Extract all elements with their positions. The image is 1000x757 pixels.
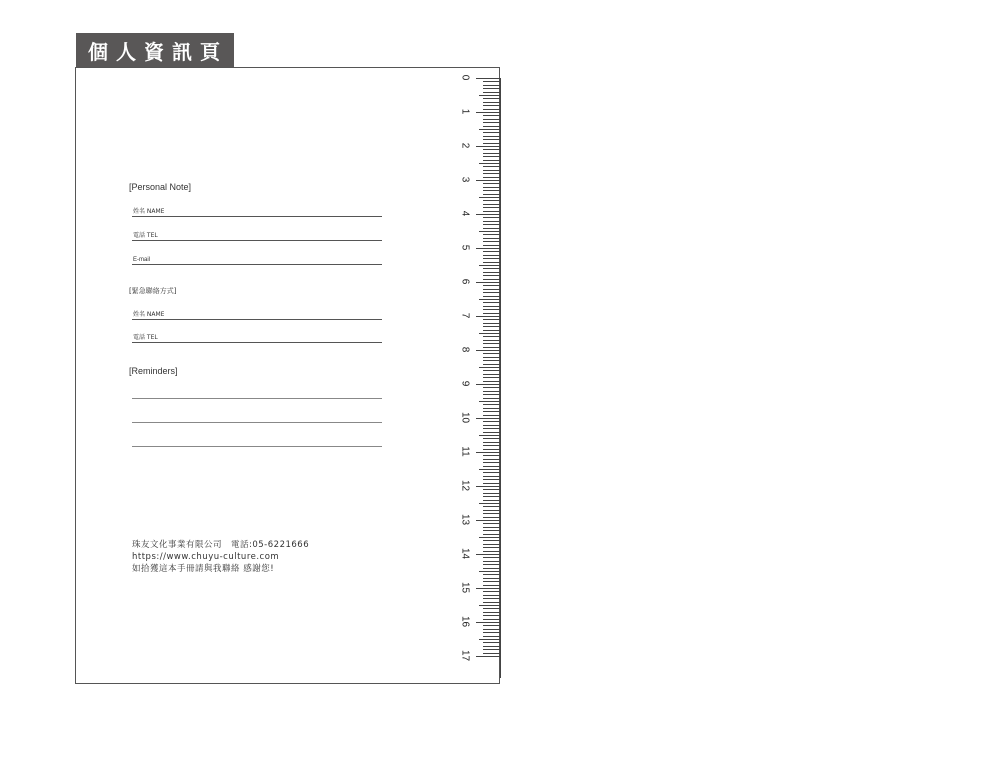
ruler-tick [483, 585, 500, 586]
ruler-tick [483, 513, 500, 514]
personal-note-heading: [Personal Note] [129, 182, 192, 192]
ruler-label: 1 [459, 108, 471, 115]
ruler-tick [476, 78, 500, 79]
reminder-line[interactable] [132, 445, 382, 447]
ruler-tick [483, 143, 500, 144]
ruler-label: 16 [459, 615, 471, 628]
ruler-tick [483, 432, 500, 433]
ruler-tick [483, 598, 500, 599]
ruler-tick [483, 387, 500, 388]
ruler-tick [483, 122, 500, 123]
ruler-tick [476, 384, 500, 385]
ruler-tick [479, 537, 500, 538]
ruler-tick [483, 221, 500, 222]
ruler-tick [483, 377, 500, 378]
ruler-tick [483, 466, 500, 467]
emergency-tel-field[interactable] [132, 332, 382, 343]
ruler-tick [483, 234, 500, 235]
ruler-tick [476, 520, 500, 521]
ruler-tick [483, 561, 500, 562]
email-field-label: E-mail [133, 257, 151, 263]
ruler-tick [476, 350, 500, 351]
ruler-tick [479, 605, 500, 606]
ruler-tick [483, 489, 500, 490]
ruler-tick [483, 207, 500, 208]
name-field[interactable] [132, 206, 382, 217]
ruler-tick [483, 493, 500, 494]
ruler-tick [476, 486, 500, 487]
lost-notice: 如拾獲這本手冊請與我聯絡 感謝您! [132, 564, 275, 574]
ruler-tick [479, 469, 500, 470]
ruler-tick [483, 574, 500, 575]
ruler-tick [483, 619, 500, 620]
ruler-label: 9 [459, 380, 471, 387]
ruler-tick [483, 646, 500, 647]
ruler-tick [483, 139, 500, 140]
ruler-tick [483, 119, 500, 120]
ruler-label: 2 [459, 142, 471, 149]
ruler-tick [483, 370, 500, 371]
ruler-label: 6 [459, 278, 471, 285]
reminder-line[interactable] [132, 397, 382, 399]
ruler-tick [479, 231, 500, 232]
tel-field-label: 電話 TEL [133, 232, 158, 239]
ruler-tick [479, 401, 500, 402]
ruler-tick [483, 472, 500, 473]
ruler-label: 8 [459, 346, 471, 353]
ruler-tick [483, 568, 500, 569]
ruler-tick [479, 639, 500, 640]
ruler-tick [483, 523, 500, 524]
ruler-tick [483, 500, 500, 501]
ruler-tick [483, 98, 500, 99]
ruler-tick [483, 319, 500, 320]
ruler-tick [483, 557, 500, 558]
ruler-tick [483, 109, 500, 110]
ruler-tick [483, 268, 500, 269]
email-field[interactable] [132, 254, 382, 265]
ruler-tick [479, 265, 500, 266]
ruler-tick [483, 445, 500, 446]
ruler-tick [483, 534, 500, 535]
ruler-tick [479, 197, 500, 198]
website-url: https://www.chuyu-culture.com [132, 552, 280, 562]
ruler-tick [483, 415, 500, 416]
ruler-tick [483, 564, 500, 565]
ruler-tick [483, 126, 500, 127]
ruler-tick [483, 510, 500, 511]
reminders-heading: [Reminders] [129, 366, 178, 376]
ruler-tick [483, 649, 500, 650]
ruler-tick [483, 629, 500, 630]
ruler-tick [483, 591, 500, 592]
ruler-tick [483, 551, 500, 552]
ruler-tick [483, 255, 500, 256]
ruler-label: 13 [459, 513, 471, 526]
ruler-tick [476, 316, 500, 317]
ruler-tick [483, 309, 500, 310]
ruler-tick [483, 455, 500, 456]
ruler-tick [483, 615, 500, 616]
ruler-tick [483, 177, 500, 178]
ruler-tick [483, 353, 500, 354]
ruler-tick [479, 435, 500, 436]
ruler-tick [483, 115, 500, 116]
ruler-label: 15 [459, 581, 471, 594]
ruler-tick [483, 404, 500, 405]
ruler-tick [483, 275, 500, 276]
ruler-tick [483, 442, 500, 443]
ruler-label: 7 [459, 312, 471, 319]
ruler-tick [483, 642, 500, 643]
ruler-tick [483, 483, 500, 484]
ruler-tick [483, 296, 500, 297]
ruler-label: 14 [459, 547, 471, 560]
ruler-edge [500, 78, 501, 678]
ruler-tick [483, 547, 500, 548]
ruler-tick [483, 625, 500, 626]
emergency-tel-label: 電話 TEL [133, 334, 158, 341]
reminder-line[interactable] [132, 421, 382, 423]
ruler-tick [479, 129, 500, 130]
ruler-tick [483, 330, 500, 331]
company-line: 珠友文化事業有限公司 電話:05-6221666 [132, 540, 310, 550]
ruler-tick [483, 411, 500, 412]
ruler-tick [483, 459, 500, 460]
ruler-tick [476, 282, 500, 283]
ruler-tick [483, 289, 500, 290]
ruler-tick [479, 367, 500, 368]
ruler-tick [483, 292, 500, 293]
ruler-tick [483, 194, 500, 195]
tel-field[interactable] [132, 230, 382, 241]
ruler-tick [483, 306, 500, 307]
ruler-tick [483, 357, 500, 358]
ruler-tick [479, 299, 500, 300]
ruler-tick [476, 656, 500, 657]
ruler-tick [483, 183, 500, 184]
ruler-tick [483, 173, 500, 174]
ruler-tick [476, 418, 500, 419]
ruler-tick [483, 449, 500, 450]
ruler-tick [483, 200, 500, 201]
ruler-tick [483, 238, 500, 239]
ruler-tick [476, 146, 500, 147]
ruler-tick [483, 425, 500, 426]
ruler-tick [476, 180, 500, 181]
ruler-tick [483, 285, 500, 286]
ruler-tick [476, 112, 500, 113]
ruler-tick [483, 476, 500, 477]
ruler-label: 11 [459, 446, 471, 457]
emergency-name-field[interactable] [132, 309, 382, 320]
ruler-tick [483, 438, 500, 439]
ruler-tick [483, 204, 500, 205]
ruler-tick [476, 622, 500, 623]
ruler-tick [483, 279, 500, 280]
ruler-tick [483, 156, 500, 157]
ruler-tick [483, 530, 500, 531]
ruler-tick [483, 653, 500, 654]
ruler-tick [483, 92, 500, 93]
ruler-tick [483, 272, 500, 273]
ruler-label: 3 [459, 176, 471, 183]
ruler-tick [483, 326, 500, 327]
ruler-tick [483, 166, 500, 167]
ruler-tick [483, 578, 500, 579]
ruler-tick [483, 105, 500, 106]
ruler-tick [483, 496, 500, 497]
ruler-label: 12 [459, 479, 471, 492]
ruler-tick [476, 452, 500, 453]
ruler-tick [479, 571, 500, 572]
ruler-tick [483, 170, 500, 171]
ruler-tick [483, 381, 500, 382]
ruler-tick [483, 479, 500, 480]
ruler-tick [479, 163, 500, 164]
ruler [459, 74, 500, 678]
ruler-tick [483, 608, 500, 609]
ruler-tick [483, 102, 500, 103]
ruler-tick [483, 258, 500, 259]
ruler-tick [483, 153, 500, 154]
ruler-tick [483, 544, 500, 545]
ruler-tick [483, 262, 500, 263]
ruler-tick [479, 95, 500, 96]
ruler-tick [483, 245, 500, 246]
ruler-tick [483, 394, 500, 395]
publisher-info [132, 539, 309, 575]
ruler-tick [483, 595, 500, 596]
ruler-tick [483, 302, 500, 303]
ruler-tick [483, 241, 500, 242]
info-page [75, 67, 500, 684]
ruler-tick [483, 428, 500, 429]
emergency-contact-heading: [緊急聯絡方式] [129, 287, 177, 295]
ruler-tick [483, 612, 500, 613]
ruler-tick [483, 228, 500, 229]
ruler-label: 10 [459, 411, 471, 424]
ruler-tick [483, 462, 500, 463]
ruler-tick [483, 217, 500, 218]
ruler-tick [483, 408, 500, 409]
ruler-tick [479, 333, 500, 334]
ruler-tick [483, 340, 500, 341]
ruler-tick [483, 527, 500, 528]
ruler-tick [483, 421, 500, 422]
ruler-tick [476, 214, 500, 215]
ruler-tick [483, 636, 500, 637]
ruler-tick [483, 336, 500, 337]
ruler-tick [483, 398, 500, 399]
ruler-tick [483, 347, 500, 348]
ruler-tick [483, 149, 500, 150]
ruler-label: 17 [459, 649, 471, 662]
ruler-tick [483, 211, 500, 212]
ruler-label: 4 [459, 210, 471, 217]
ruler-tick [483, 517, 500, 518]
ruler-tick [483, 323, 500, 324]
ruler-tick [483, 132, 500, 133]
ruler-tick [483, 506, 500, 507]
ruler-tick [479, 503, 500, 504]
ruler-tick [483, 224, 500, 225]
ruler-tick [483, 540, 500, 541]
ruler-tick [483, 88, 500, 89]
ruler-tick [483, 85, 500, 86]
ruler-tick [483, 360, 500, 361]
page-title: 個人資訊頁 [76, 33, 234, 67]
ruler-label: 0 [459, 74, 471, 81]
emergency-name-label: 姓名 NAME [133, 311, 165, 318]
ruler-tick [483, 581, 500, 582]
ruler-tick [483, 343, 500, 344]
ruler-tick [483, 602, 500, 603]
ruler-tick [483, 81, 500, 82]
ruler-tick [476, 588, 500, 589]
ruler-tick [483, 374, 500, 375]
ruler-tick [483, 136, 500, 137]
ruler-tick [483, 391, 500, 392]
ruler-tick [476, 248, 500, 249]
name-field-label: 姓名 NAME [133, 208, 165, 215]
ruler-tick [483, 187, 500, 188]
ruler-tick [483, 364, 500, 365]
ruler-label: 5 [459, 244, 471, 251]
ruler-tick [483, 632, 500, 633]
ruler-tick [483, 190, 500, 191]
ruler-tick [483, 313, 500, 314]
ruler-tick [483, 160, 500, 161]
ruler-tick [483, 251, 500, 252]
ruler-tick [476, 554, 500, 555]
